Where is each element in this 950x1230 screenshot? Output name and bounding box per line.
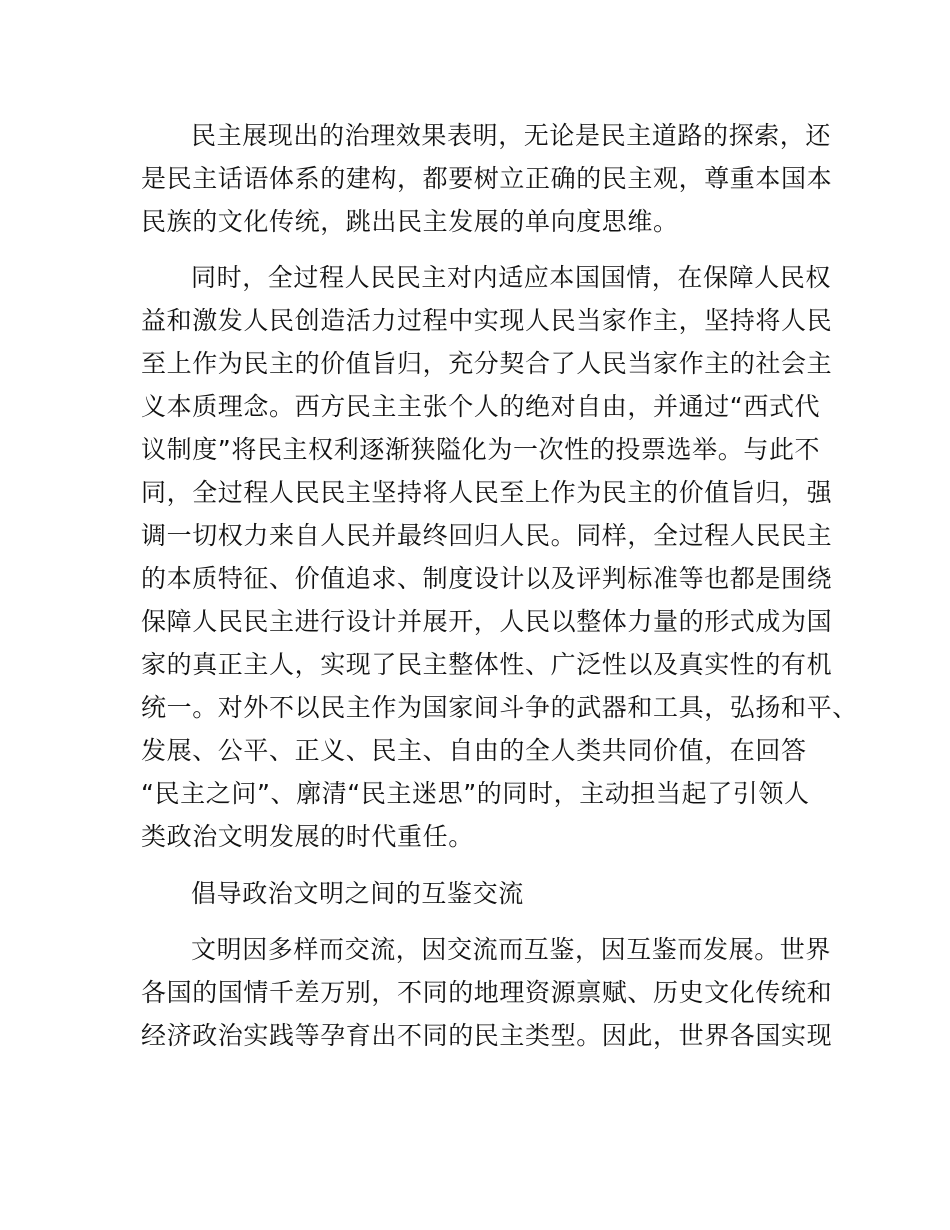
paragraph-1-line-2: 是民主话语体系的建构，都要树立正确的民主观，尊重本国本 [141, 164, 833, 193]
paragraph-2-line-2: 益和激发人民创造活力过程中实现人民当家作主，坚持将人民 [141, 306, 833, 335]
paragraph-2-line-9: 保障人民民主进行设计并展开，人民以整体力量的形式成为国 [141, 607, 833, 636]
paragraph-2-line-5: 议制度”将民主权利逐渐狭隘化为一次性的投票选举。与此不 [141, 435, 821, 464]
paragraph-2-line-7: 调一切权力来自人民并最终回归人民。同样，全过程人民民主 [141, 521, 833, 550]
paragraph-2-line-8: 的本质特征、价值追求、制度设计以及评判标准等也都是围绕 [141, 564, 833, 593]
section-heading: 倡导政治文明之间的互鉴交流 [191, 879, 524, 908]
paragraph-2-line-6: 同，全过程人民民主坚持将人民至上作为民主的价值旨归，强 [141, 478, 833, 507]
paragraph-2-line-13: “民主之问”、廓清“民主迷思”的同时，主动担当起了引领人 [141, 779, 810, 808]
paragraph-3-line-3: 经济政治实践等孕育出不同的民主类型。因此，世界各国实现 [141, 1021, 833, 1050]
paragraph-2-line-1: 同时，全过程人民民主对内适应本国国情，在保障人民权 [191, 263, 832, 292]
paragraph-2-line-3: 至上作为民主的价值旨归，充分契合了人民当家作主的社会主 [141, 349, 833, 378]
paragraph-2-line-11: 统一。对外不以民主作为国家间斗争的武器和工具，弘扬和平、 [141, 693, 858, 722]
paragraph-3-line-1: 文明因多样而交流，因交流而互鉴，因互鉴而发展。世界 [191, 935, 832, 964]
paragraph-2-line-4: 义本质理念。西方民主主张个人的绝对自由，并通过“西式代 [141, 392, 821, 421]
paragraph-1-line-3: 民族的文化传统，跳出民主发展的单向度思维。 [141, 207, 679, 236]
paragraph-1-line-1: 民主展现出的治理效果表明，无论是民主道路的探索，还 [191, 121, 832, 150]
paragraph-2-line-10: 家的真正主人，实现了民主整体性、广泛性以及真实性的有机 [141, 650, 833, 679]
paragraph-2-line-14: 类政治文明发展的时代重任。 [141, 822, 474, 851]
paragraph-2-line-12: 发展、公平、正义、民主、自由的全人类共同价值，在回答 [141, 736, 807, 765]
paragraph-3-line-2: 各国的国情千差万别，不同的地理资源禀赋、历史文化传统和 [141, 978, 833, 1007]
